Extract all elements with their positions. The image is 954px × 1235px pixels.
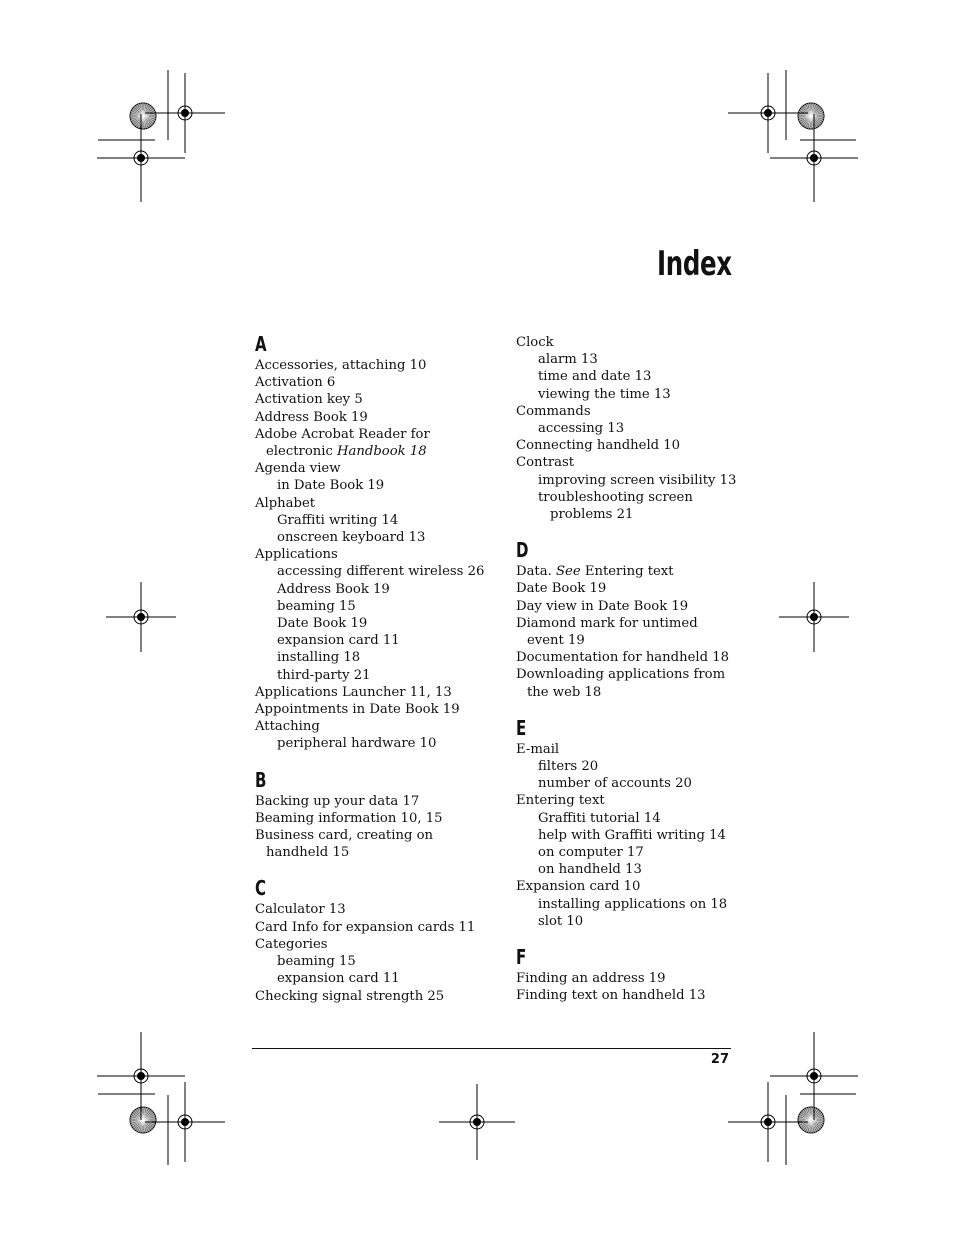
index-section (255, 878, 490, 1004)
index-entry: Date Book 19 (516, 581, 607, 597)
index-entry: Business card, creating on (255, 828, 434, 844)
index-entry: help with Graffiti writing 14 (538, 827, 726, 843)
page-number: 27 (710, 1052, 729, 1067)
section-letter: C (255, 876, 267, 901)
index-column-left (255, 334, 490, 1022)
index-section (516, 540, 751, 701)
index-entry: Data. See Entering text (516, 564, 674, 580)
section-letter: F (516, 945, 527, 970)
index-entry: Applications (255, 547, 338, 563)
index-entry: viewing the time 13 (538, 386, 671, 402)
index-entry: third-party 21 (277, 667, 371, 683)
index-entry: Contrast (516, 455, 575, 471)
index-entry: accessing different wireless 26 (277, 564, 485, 580)
index-entry: expansion card 11 (277, 633, 400, 649)
index-entry: installing 18 (277, 650, 361, 666)
index-entry: troubleshooting screen (538, 489, 693, 505)
index-entry: improving screen visibility 13 (538, 472, 737, 488)
index-entry: Address Book 19 (277, 581, 390, 597)
index-entry: Day view in Date Book 19 (516, 598, 689, 614)
index-entry: the web 18 (527, 684, 602, 700)
index-entry: Graffiti tutorial 14 (538, 810, 661, 826)
index-entry: Clock (516, 335, 554, 350)
index-entry: Downloading applications from (516, 667, 726, 683)
page-title: Index (657, 244, 732, 284)
index-entry: Card Info for expansion cards 11 (255, 919, 476, 935)
index-section (516, 334, 751, 523)
index-entry: Attaching (255, 719, 320, 735)
section-letter: D (516, 538, 529, 563)
index-entry: Alphabet (255, 495, 316, 511)
index-entry: installing applications on 18 (538, 896, 728, 912)
index-entry: Applications Launcher 11, 13 (255, 684, 452, 700)
index-entry: Appointments in Date Book 19 (255, 702, 460, 718)
index-entry: in Date Book 19 (277, 478, 385, 494)
index-entry: handheld 15 (266, 845, 350, 861)
index-entry: Activation 6 (255, 375, 336, 391)
section-letter: B (255, 767, 267, 792)
index-entry: onscreen keyboard 13 (277, 530, 426, 546)
index-entry: electronic Handbook 18 (266, 444, 427, 460)
index-entry: Finding text on handheld 13 (516, 988, 706, 1004)
section-letter: E (516, 715, 527, 740)
index-entry: Finding an address 19 (516, 971, 666, 987)
index-entry: Beaming information 10, 15 (255, 810, 443, 826)
index-entry: Diamond mark for untimed (516, 615, 698, 631)
index-entry: Connecting handheld 10 (516, 438, 681, 454)
index-entry: Categories (255, 936, 328, 952)
index-section (516, 947, 751, 1004)
index-entry: number of accounts 20 (538, 776, 692, 792)
index-entry: Checking signal strength 25 (255, 988, 445, 1004)
index-entry: event 19 (527, 633, 585, 649)
index-entry: Entering text (516, 793, 605, 809)
index-entry: on computer 17 (538, 845, 644, 861)
index-entry: Adobe Acrobat Reader for (255, 426, 430, 442)
index-entry: expansion card 11 (277, 971, 400, 987)
index-entry: E-mail (516, 741, 560, 757)
index-entry: peripheral hardware 10 (277, 736, 437, 752)
index-entry: Documentation for handheld 18 (516, 650, 730, 666)
index-entry: problems 21 (550, 507, 634, 523)
index-entry: Activation key 5 (255, 392, 363, 408)
index-entry: filters 20 (538, 759, 599, 775)
index-entry: Backing up your data 17 (255, 793, 420, 809)
index-entry: Agenda view (255, 461, 341, 477)
index-entry: Address Book 19 (255, 409, 368, 425)
index-entry: beaming 15 (277, 954, 356, 970)
section-letter: A (255, 332, 267, 356)
index-entry: slot 10 (538, 913, 584, 929)
index-entry: time and date 13 (538, 369, 652, 385)
index-entry: Date Book 19 (277, 616, 368, 632)
footer-rule (252, 1048, 731, 1049)
index-section (255, 334, 490, 753)
index-column-right (516, 334, 751, 1022)
index-entry: alarm 13 (538, 352, 598, 368)
index-entry: Graffiti writing 14 (277, 512, 399, 528)
index-entry: on handheld 13 (538, 862, 642, 878)
index-entry: accessing 13 (538, 421, 625, 437)
index-section (255, 767, 490, 862)
index-entry: Accessories, attaching 10 (255, 358, 427, 373)
index-section (516, 715, 751, 930)
index-entry: Commands (516, 403, 591, 419)
index-entry: beaming 15 (277, 598, 356, 614)
index-entry: Expansion card 10 (516, 879, 641, 895)
index-entry: Calculator 13 (255, 902, 346, 918)
